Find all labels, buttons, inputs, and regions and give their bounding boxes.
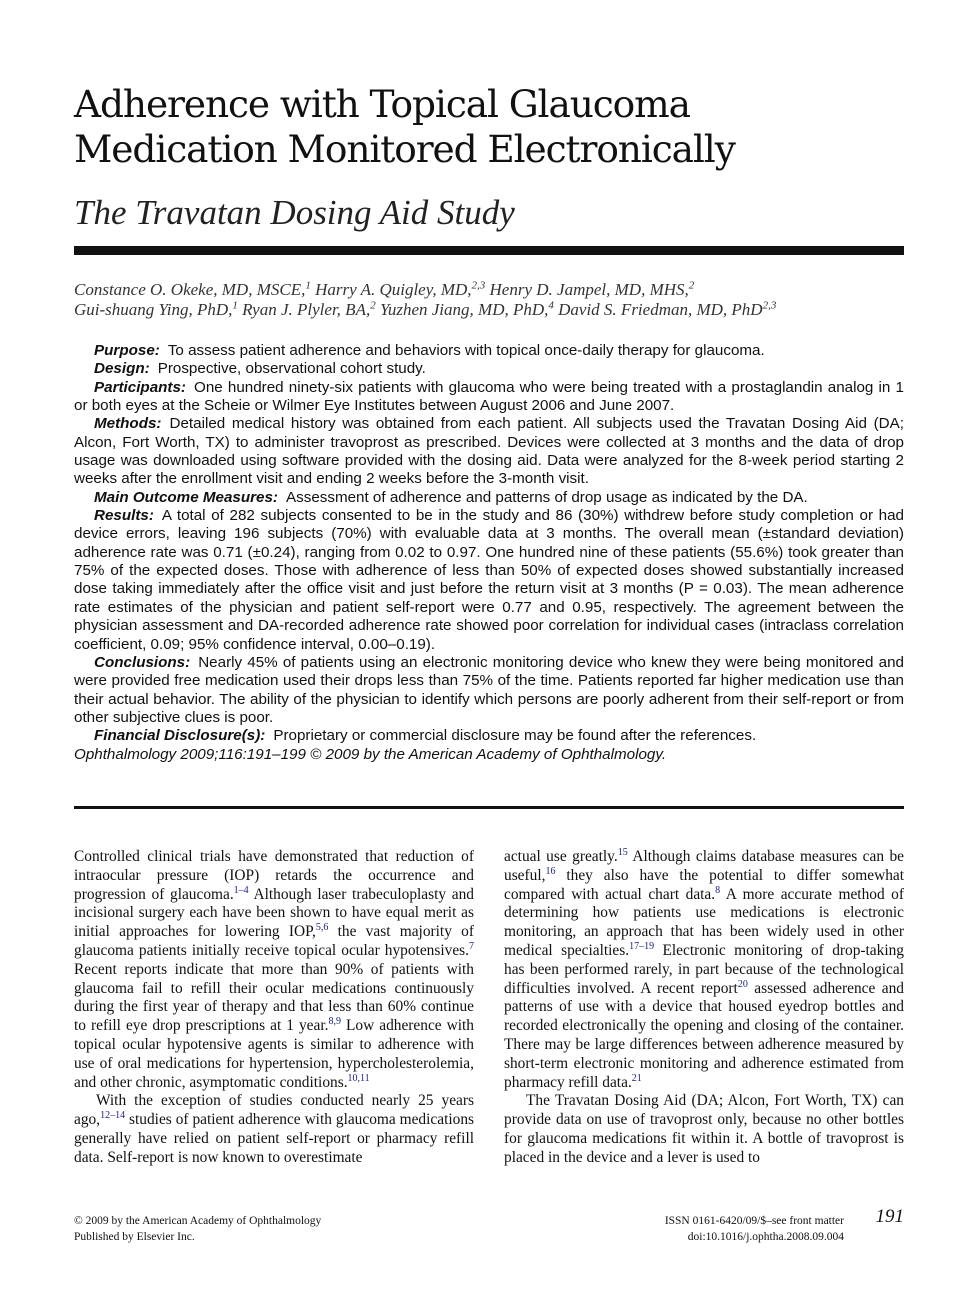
reference-superscript[interactable]: 8,9 [328, 1016, 341, 1028]
body-text: the vast majority of glaucoma patients initially receive topical ocular hypotensives. [74, 923, 474, 959]
abstract-section [74, 360, 904, 378]
author-name: Gui-shuang Ying, PhD, [74, 300, 233, 319]
reference-superscript[interactable]: 21 [631, 1072, 642, 1084]
body-text: studies of patient adherence with glaucoma medications generally have relied on patient self-report or pharmacy refill data. Self-report is now known to overestimate [74, 1111, 474, 1166]
reference-superscript[interactable]: 15 [617, 846, 628, 858]
author-affiliation: 1 [305, 279, 311, 292]
body-paragraph [74, 848, 474, 1092]
body-paragraph [74, 1092, 474, 1167]
author-affiliation: 4 [548, 299, 554, 312]
author-affiliation: 2,3 [471, 279, 486, 292]
author-name: Constance O. Okeke, MD, MSCE, [74, 280, 306, 299]
body-text: Although claims database measures can be useful, [504, 848, 905, 884]
author-affiliation: 1 [232, 299, 238, 312]
body-text: Controlled clinical trials have demonstrated that reduction of intraocular pressure (IOP) retards the occurrence and progression of glaucoma. [74, 848, 474, 903]
abstract-text: Prospective, observational cohort study. [157, 360, 426, 378]
body-text: assessed adherence and patterns of use with a device that housed eyedrop bottles and recorded electronically the opening and closing of the container. There may be large differences between adherence measured by short-term electronic monitoring and adherence estimated from pharmacy refill data. [504, 979, 905, 1091]
footer-right [659, 1213, 844, 1245]
abstract-text: A total of 282 subjects consented to be in the study and 86 (30%) withdrew before study completion or had device errors, leaving 196 subjects (70%) with evaluable data at 3 months. The overall mean (±standard deviation) adherence rate was 0.71 (±0.24), ranging from 0.02 to 0.97. One hundred nine of these patients (55.6%) took greater than 75% of the expected doses. Those with adherence of less than 50% of expected doses showed substantially increased dose taking immediately after the office visit and just before the return visit at 3 months (P = 0.03). The mean adherence rate estimates of the physician and patient self-report were 0.77 and 0.95, respectively. The agreement between the physician assessment and DA-recorded adherence rate showed poor correlation for individual cases (intraclass correlation coefficient, 0.09; 95% confidence interval, 0.00–0.19). [74, 507, 904, 653]
footer-issn: ISSN 0161-6420/09/$–see front matter [664, 1215, 844, 1227]
body-text: Recent reports indicate that more than 90% of patients with glaucoma fail to refill their ocular medications continuously during the first year of therapy and that less than 60% continue to refill eye drop prescriptions at 1 year. [74, 960, 474, 1035]
reference-superscript[interactable]: 8 [715, 884, 721, 896]
reference-superscript[interactable]: 10,11 [347, 1072, 370, 1084]
body-text: Electronic monitoring of drop-taking has been performed rarely, in part because of the technological difficulties involved. A recent report [504, 941, 904, 997]
abstract-section [74, 379, 904, 416]
author-affiliation: 2 [370, 299, 376, 312]
abstract-label: Methods: [94, 415, 162, 433]
author-name: David S. Friedman, MD, PhD [558, 300, 763, 319]
body-paragraph [504, 848, 904, 1092]
abstract-section [74, 507, 904, 654]
abstract-divider [74, 806, 904, 809]
body-text: The Travatan Dosing Aid (DA; Alcon, Fort Worth, TX) can provide data on use of travoprost only, because no other bottles for glaucoma medications fit within it. A bottle of travoprost is placed in the device and a lever is used to [504, 1092, 904, 1166]
abstract-label: Financial Disclosure(s): [94, 727, 266, 745]
abstract-label: Design: [94, 360, 150, 378]
footer-doi: doi:10.1016/j.ophtha.2008.09.004 [687, 1231, 844, 1243]
abstract-text: Assessment of adherence and patterns of drop usage as indicated by the DA. [286, 488, 808, 506]
footer-publisher: Published by Elsevier Inc. [74, 1231, 195, 1243]
journal-citation: Ophthalmology 2009;116:191–199 © 2009 by the American Academy of Ophthalmology. [74, 745, 667, 763]
author-name: Harry A. Quigley, MD, [315, 280, 472, 299]
reference-superscript[interactable]: 20 [737, 978, 748, 990]
abstract-label: Participants: [94, 378, 186, 396]
author-name: Ryan J. Plyler, BA, [242, 300, 371, 319]
abstract [74, 342, 904, 764]
title-divider [74, 246, 904, 255]
reference-superscript[interactable]: 7 [469, 940, 474, 952]
author-name: Henry D. Jampel, MD, MHS, [489, 280, 689, 299]
reference-superscript[interactable]: 17–19 [629, 940, 655, 952]
author-line [74, 300, 904, 320]
body-column-right [504, 848, 904, 1168]
reference-superscript[interactable]: 5,6 [315, 922, 329, 934]
author-affiliation: 2 [688, 279, 695, 292]
abstract-text: Nearly 45% of patients using an electronic monitoring device who knew they were being monitored and were provided free medication used their drops less than 75% of the time. Patients reported far higher medication use than their actual behavior. The ability of the physician to identify which persons are poorly adherent from their self-report or from other subjective clues is poor. [74, 653, 904, 726]
abstract-section [74, 489, 904, 507]
body-text: Although laser trabeculoplasty and incisional surgery each have been shown to have equal merit as initial approaches for lowering IOP, [74, 885, 474, 941]
reference-superscript[interactable]: 1–4 [233, 884, 249, 896]
abstract-section [74, 727, 904, 745]
body-column-left [74, 848, 474, 1168]
footer-left [74, 1213, 321, 1245]
body-text: actual use greatly. [504, 848, 618, 865]
abstract-label: Purpose: [94, 342, 160, 359]
footer-copyright: © 2009 by the American Academy of Ophthalmology [74, 1215, 322, 1227]
abstract-label: Results: [94, 507, 154, 525]
body-text: With the exception of studies conducted nearly 25 years ago, [74, 1092, 474, 1129]
abstract-text: One hundred ninety-six patients with glaucoma who were being treated with a prostaglandin analog in 1 or both eyes at the Scheie or Wilmer Eye Institutes between August 2006 and June 2007. [74, 378, 904, 415]
reference-superscript[interactable]: 12–14 [100, 1110, 126, 1122]
article-title [74, 82, 904, 172]
abstract-label: Main Outcome Measures: [94, 488, 278, 506]
abstract-text: Detailed medical history was obtained from each patient. All subjects used the Travatan Dosing Aid (DA; Alcon, Fort Worth, TX) to administer travoprost as prescribed. Devices were collected at 3 months and the data of drop usage was downloaded using software provided with the dosing aid. Data were analyzed for the 8-week period starting 2 weeks after the enrollment visit and ending 2 weeks before the 3-month visit. [74, 415, 904, 488]
abstract-text: Proprietary or commercial disclosure may be found after the references. [273, 727, 757, 745]
page-number: 191 [875, 1206, 904, 1227]
reference-superscript[interactable]: 16 [545, 865, 556, 877]
body-paragraph [504, 1092, 904, 1167]
abstract-section [74, 415, 904, 488]
article-subtitle: The Travatan Dosing Aid Study [74, 193, 515, 232]
author-affiliation: 2,3 [762, 299, 777, 312]
body-text: they also have the potential to differ somewhat compared with actual chart data. [504, 866, 904, 903]
author-line [74, 280, 904, 300]
author-name: Yuzhen Jiang, MD, PhD, [379, 300, 549, 319]
abstract-section [74, 654, 904, 727]
title-line-2: Medication Monitored Electronically [74, 127, 735, 171]
body-text: Low adherence with topical ocular hypotensive agents is similar to adherence with use of oral medications for hypertension, hypercholesterolemia, and other chronic, asymptomatic conditions. [74, 1017, 475, 1091]
title-line-1: Adherence with Topical Glaucoma [74, 82, 690, 126]
abstract-label: Conclusions: [94, 653, 191, 671]
abstract-text: To assess patient adherence and behaviors with topical once-daily therapy for glaucoma. [167, 342, 765, 359]
body-text: A more accurate method of determining how patients use medications is electronic monitoring, an approach that has been widely used in other medical specialties. [504, 885, 904, 959]
author-list [74, 280, 904, 320]
abstract-section [74, 342, 904, 360]
